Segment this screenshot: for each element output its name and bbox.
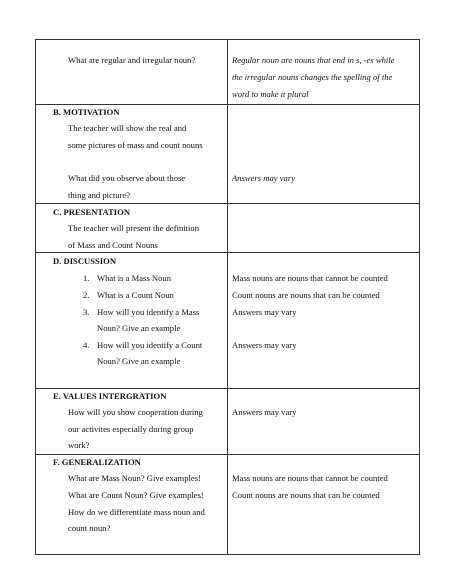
values-answer: Answers may vary [232,407,297,417]
values-line: work? [68,440,90,450]
discussion-item-answer: Answers may vary [232,307,297,317]
generalization-answer: Mass nouns are nouns that cannot be counted [232,473,388,483]
discussion-item-answer: Count nouns are nouns that can be counted [232,290,380,300]
intro-answer-line: Regular noun are nouns that end in s, -es while [232,55,395,65]
motivation-heading: B. MOTIVATION [53,107,120,117]
motivation-answer: Answers may vary [232,173,296,183]
discussion-item-number: 2. [83,290,90,300]
values-line: How will you show cooperation during [68,407,203,417]
discussion-item-text: How will you identify a Count [97,340,203,350]
intro-question: What are regular and irregular noun? [68,55,196,65]
motivation-question: thing and picture? [68,190,131,200]
discussion-item-answer: Answers may vary [232,340,297,350]
discussion-item-text: Noun? Give an example [97,323,181,333]
generalization-line: What are Count Noun? Give examples! [68,490,204,500]
discussion-item-number: 3. [83,307,90,317]
discussion-item-text: What is a Count Noun [97,290,174,300]
discussion-heading: D. DISCUSSION [53,256,117,266]
generalization-line: What are Mass Noun? Give examples! [68,473,201,483]
motivation-line: some pictures of mass and count nouns [68,140,203,150]
motivation-line: The teacher will show the real and [68,123,187,133]
intro-answer-line: the irregular nouns changes the spelling of the [232,72,393,82]
discussion-item-text: How will you identify a Mass [97,307,200,317]
generalization-heading: F. GENERALIZATION [53,457,141,467]
discussion-item-text: What is a Mass Noun [97,273,171,283]
values-line: our activites especially during group [68,424,194,434]
generalization-answer: Count nouns are nouns that can be counted [232,490,380,500]
discussion-item-number: 4. [83,340,90,350]
motivation-question: What did you observe about those [68,173,186,183]
presentation-heading: C. PRESENTATION [53,207,131,217]
presentation-line: The teacher will present the definition [68,223,200,233]
discussion-item-answer: Mass nouns are nouns that cannot be counted [232,273,388,283]
discussion-item-number: 1. [83,273,90,283]
column-divider [227,40,228,554]
discussion-item-text: Noun? Give an example [97,356,181,366]
intro-answer-line: word to make it plural [232,89,309,99]
presentation-line: of Mass and Count Nouns [68,240,158,250]
values-heading: E. VALUES INTERGRATION [53,391,167,401]
generalization-line: How do we differentiate mass noun and [68,507,205,517]
lesson-plan-table [35,39,420,555]
generalization-line: count noun? [68,523,111,533]
